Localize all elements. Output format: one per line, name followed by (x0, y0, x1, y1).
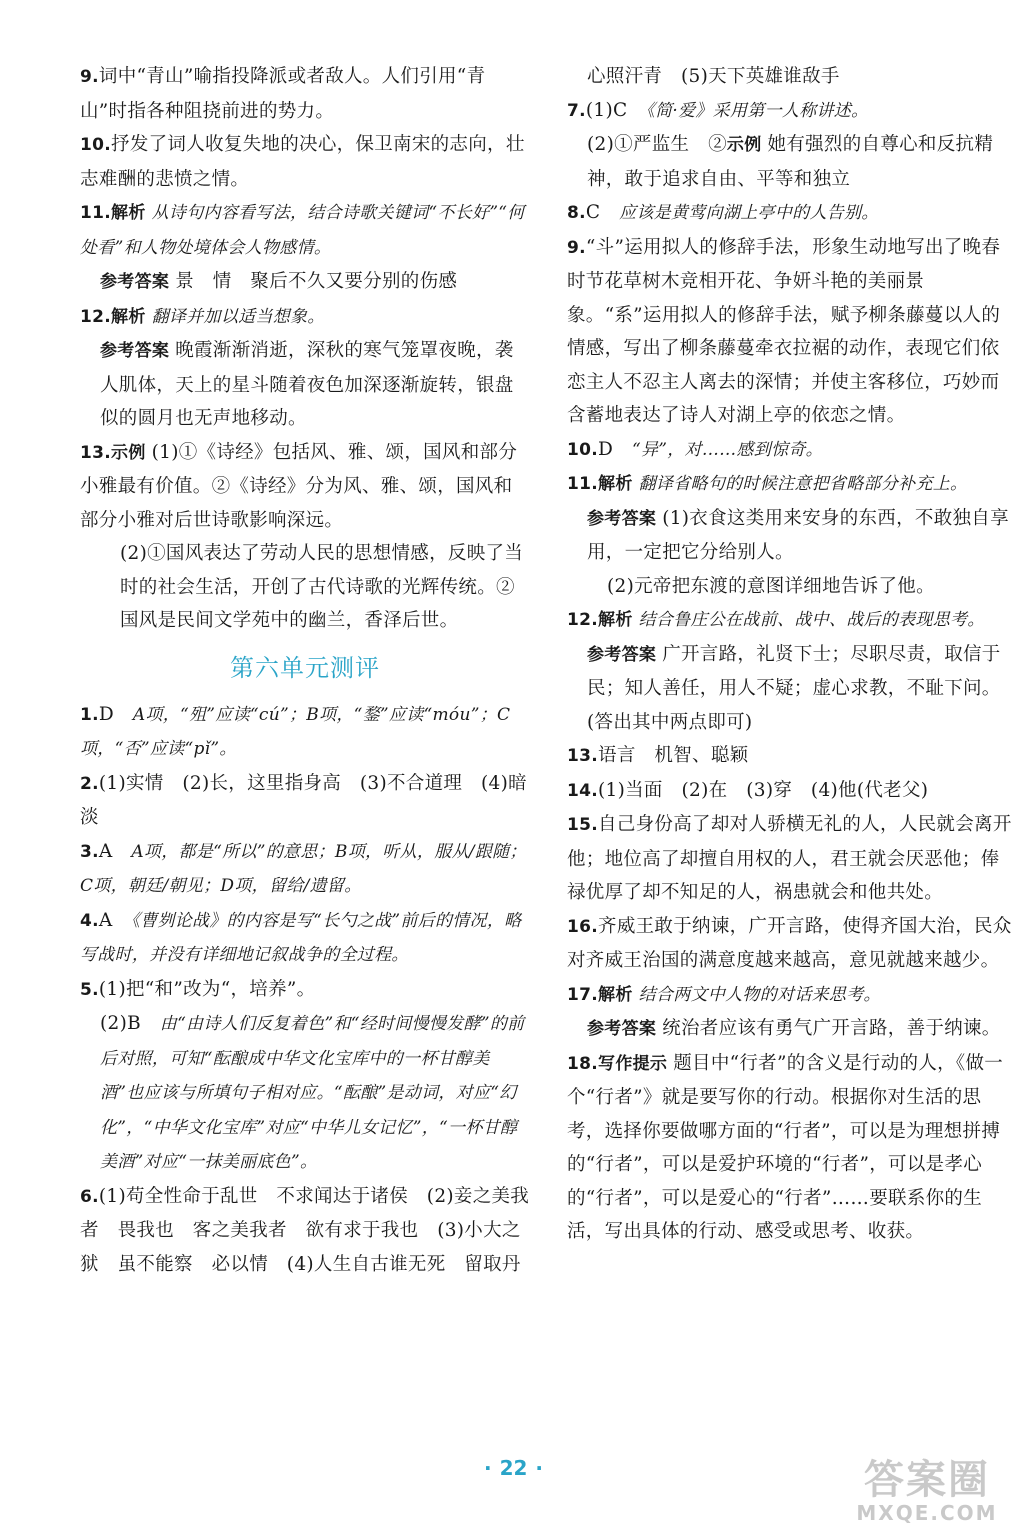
test-answer-7: 7.(1)C 《简·爱》采用第一人称讲述。 (567, 99, 869, 121)
answer-12-ref: 参考答案 晚霞渐渐消逝，深秋的寒气笼罩夜晚，袭人肌体，天上的星斗随着夜色加深逐渐旋转，银盘似的圆月也无声地移动。 (100, 340, 514, 429)
left-answers-part2 (80, 698, 530, 1282)
left-answers-part1 (80, 60, 530, 638)
test-answer-4: 4.A 《曹刿论战》的内容是写“长勺之战”前后的情况，略写战时，并没有详细地记叙战争的全过程。 (80, 909, 522, 965)
answer-12: 12.解析 翻译并加以适当想象。 (80, 306, 325, 327)
test-answer-17-ref: 参考答案 统治者应该有勇气广开言路，善于纳谏。 (587, 1018, 1001, 1039)
test-answer-18: 18.写作提示 题目中“行者”的含义是行动的人，《做一个“行者”》就是要写你的行动。根据你对生活的思考，选择你要做哪方面的“行者”，可以是为理想拼搏的“行者”，可以是爱护环境的“行者”，可以是孝心的“行者”，可以是爱心的“行者”……要联系你的生活，写出具体的行动、感受或思考、收获。 (567, 1052, 1004, 1242)
test-answer-9: 9.“斗”运用拟人的修辞手法，形象生动地写出了晚春时节花草树木竞相开花、争妍斗艳的美丽景象。“系”运用拟人的修辞手法，赋予柳条藤蔓以人的情感，写出了柳条藤蔓牵衣拉裾的动作，表现它们依恋主人不忍主人离去的深情；并使主客移位，巧妙而含蓄地表达了诗人对湖上亭的依恋之情。 (567, 236, 1001, 426)
test-answer-2: 2.(1)实情 (2)长，这里指身高 (3)不合道理 (4)暗淡 (80, 772, 527, 828)
test-answer-15: 15.自己身份高了却对人骄横无礼的人，人民就会离开他；地位高了却擅自用权的人，君王就会厌恶他；俸禄优厚了却不知足的人，祸患就会和他共处。 (567, 814, 1012, 903)
answer-10: 10.抒发了词人收复失地的决心，保卫南宋的志向，壮志难酬的悲愤之情。 (80, 134, 525, 190)
page-number-value: 22 (499, 1456, 528, 1480)
answer-11: 11.解析 从诗句内容看写法，结合诗歌关键词“不长好”“何处看”和人物处境体会人物感情。 (80, 203, 525, 258)
test-answer-12: 12.解析 结合鲁庄公在战前、战中、战后的表现思考。 (567, 610, 985, 630)
section-title: 第六单元测评 (230, 653, 380, 682)
test-answer-1: 1.D A项，“殂”应读“cú”；B项，“鍪”应读“móu”；C项，“否”应读“pǐ”。 (80, 703, 511, 759)
test-answer-10: 10.D “异”，对……感到惊奇。 (567, 438, 823, 460)
left-column (80, 60, 530, 1281)
answer-13-part2: (2)①国风表达了劳动人民的思想情感，反映了当时的社会生活，开创了古代诗歌的光辉传统。②国风是民间文学苑中的幽兰，香泽后世。 (120, 543, 524, 631)
answer-13: 13.示例 (1)①《诗经》包括风、雅、颂，国风和部分小雅最有价值。②《诗经》分为风、雅、颂，国风和部分小雅对后世诗歌影响深远。 (80, 441, 518, 531)
test-answer-11: 11.解析 翻译省略句的时候注意把省略部分补充上。 (567, 474, 968, 494)
page-dot-right: · (535, 1456, 544, 1480)
test-answer-14: 14.(1)当面 (2)在 (3)穿 (4)他(代老父) (567, 779, 929, 801)
test-answer-6-cont: 心照汗青 (5)天下英雄谁敌手 (587, 66, 840, 87)
watermark-url: MXQE.COM (856, 1501, 998, 1525)
test-answer-5: 5.(1)把“和”改为“，培养”。 (80, 978, 316, 1000)
right-column (567, 60, 1017, 1249)
answer-9: 9.词中“青山”喻指投降派或者敌人。人们引用“青山”时指各种阻挠前进的势力。 (80, 66, 486, 122)
watermark-logo-text: 答案圈 (864, 1457, 990, 1503)
test-answer-7-part2: (2)①严监生 ②示例 她有强烈的自尊心和反抗精神，敢于追求自由、平等和独立 (587, 134, 994, 190)
test-answer-3: 3.A A项，都是“所以”的意思；B项，听从，服从/跟随；C项，朝廷/朝见；D项，留给/遗留。 (80, 840, 527, 896)
test-answer-8: 8.C 应该是黄莺向湖上亭中的人告别。 (567, 202, 879, 223)
answer-11-ref: 参考答案 景 情 聚后不久又要分别的伤感 (100, 271, 458, 292)
test-answer-5-part2: (2)B 由“由诗人们反复着色”和“经时间慢慢发酵”的前后对照，可知“酝酿成中华文化宝库中的一杯甘醇美酒”也应该与所填句子相对应。“酝酿”是动词，对应“幻化”，“中华文化宝库”对应“中华儿女记忆”，“一杯甘醇美酒”对应“一抹美丽底色”。 (100, 1013, 525, 1172)
test-answer-6: 6.(1)苟全性命于乱世 不求闻达于诸侯 (2)妾之美我者 畏我也 客之美我者 欲有求于我也 (3)小大之狱 虽不能察 必以情 (4)人生自古谁无死 留取丹 (80, 1185, 530, 1275)
page-dot-left: · (483, 1456, 492, 1480)
site-watermark (842, 1458, 1012, 1528)
test-answer-16: 16.齐威王敢于纳谏，广开言路，使得齐国大治，民众对齐威王治国的满意度越来越高，意见就越来越少。 (567, 915, 1012, 971)
test-answer-11-ref2: (2)元帝把东渡的意图详细地告诉了他。 (607, 575, 935, 597)
test-answer-11-ref: 参考答案 (1)衣食这类用来安身的东西，不敢独自享用，一定把它分给别人。 (587, 507, 1009, 563)
test-answer-12-ref: 参考答案 广开言路，礼贤下士；尽职尽责，取信于民；知人善任，用人不疑；虚心求教，不耻下问。(答出其中两点即可) (587, 643, 1001, 733)
test-answer-13: 13.语言 机智、聪颖 (567, 745, 749, 766)
test-answer-17: 17.解析 结合两文中人物的对话来思考。 (567, 984, 881, 1005)
